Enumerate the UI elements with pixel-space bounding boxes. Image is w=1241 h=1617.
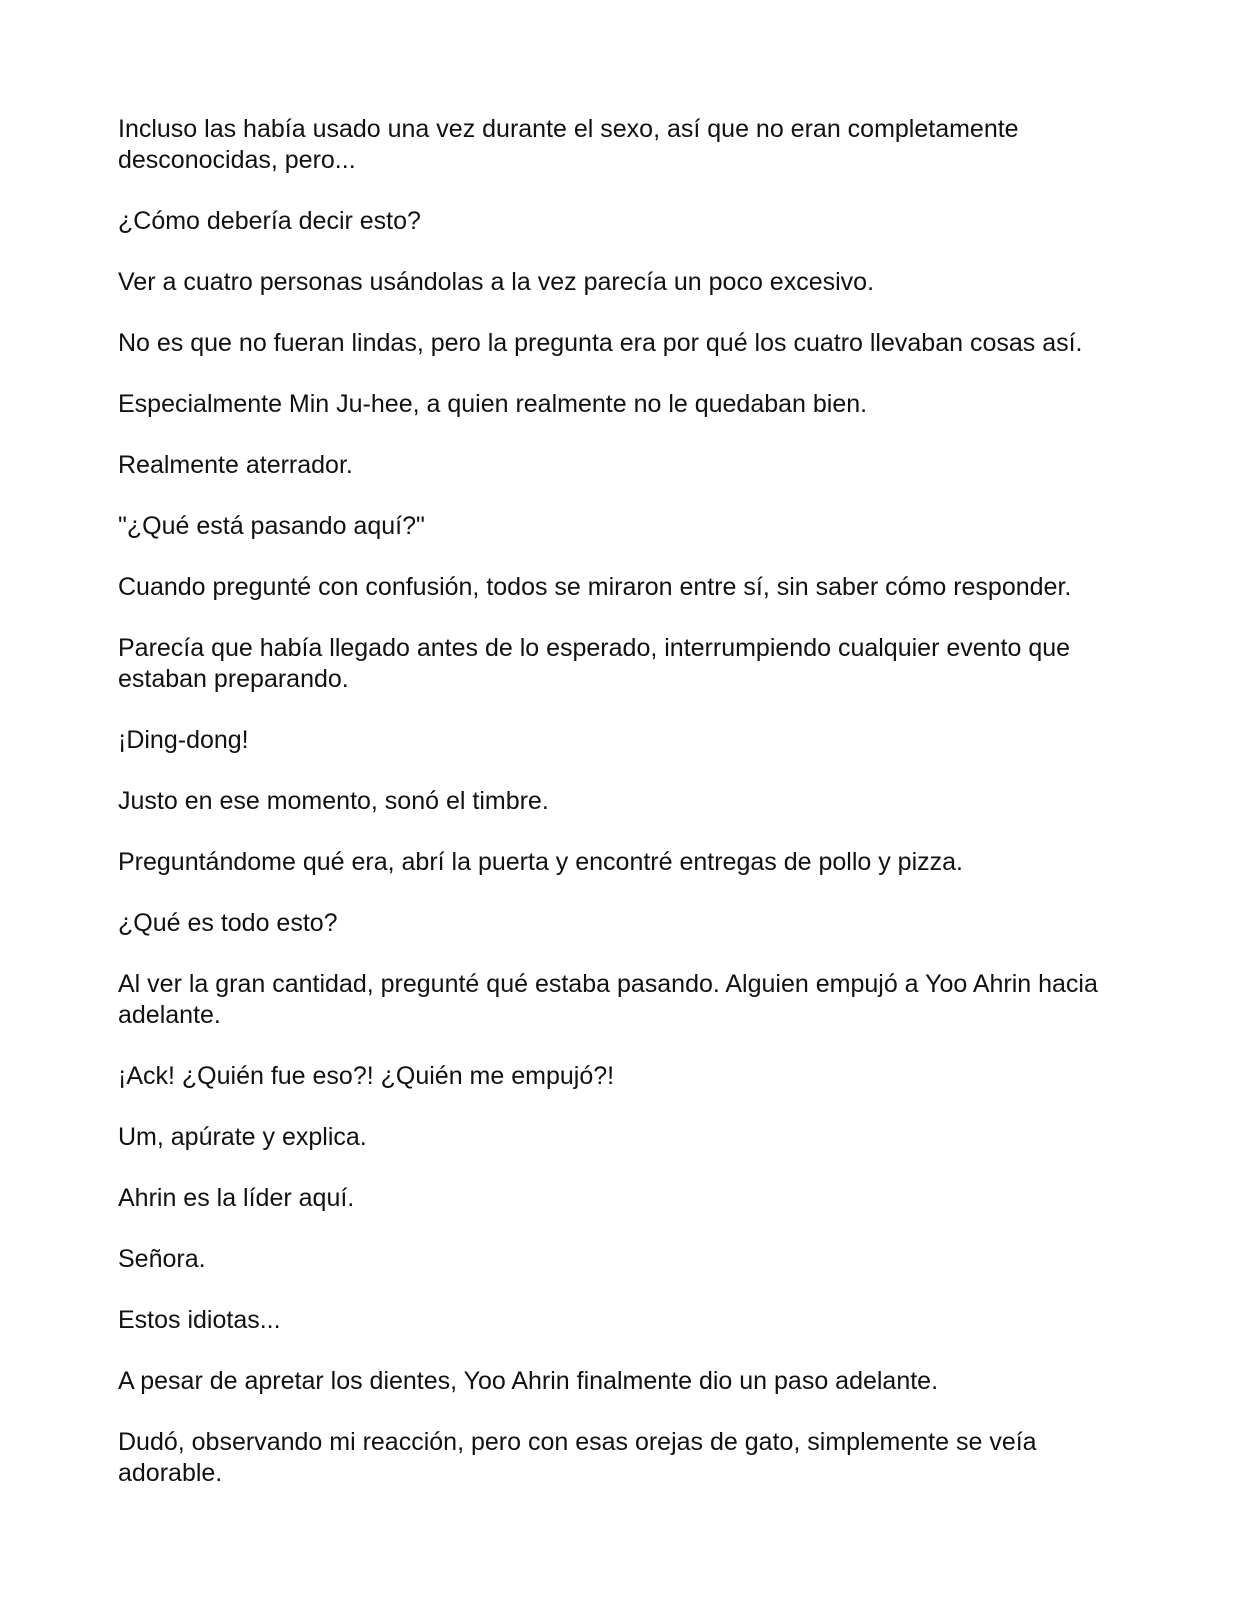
paragraph: Um, apúrate y explica. — [118, 1123, 367, 1151]
paragraph: Dudó, observando mi reacción, pero con esas orejas de gato, simplemente se veía adorable. — [118, 1428, 1037, 1487]
paragraph: Estos idiotas... — [118, 1306, 281, 1334]
paragraph: Cuando pregunté con confusión, todos se miraron entre sí, sin saber cómo responder. — [118, 573, 1072, 601]
paragraph: ¡Ding-dong! — [118, 726, 249, 754]
paragraph: Justo en ese momento, sonó el timbre. — [118, 787, 549, 815]
paragraph: Ver a cuatro personas usándolas a la vez parecía un poco excesivo. — [118, 268, 875, 296]
paragraph: Ahrin es la líder aquí. — [118, 1184, 355, 1212]
paragraph: "¿Qué está pasando aquí?" — [118, 512, 425, 540]
paragraph: Preguntándome qué era, abrí la puerta y encontré entregas de pollo y pizza. — [118, 848, 963, 876]
paragraph: ¿Cómo debería decir esto? — [118, 207, 421, 235]
document-body — [118, 114, 1118, 1519]
paragraph: No es que no fueran lindas, pero la pregunta era por qué los cuatro llevaban cosas así. — [118, 329, 1083, 357]
paragraph: A pesar de apretar los dientes, Yoo Ahrin finalmente dio un paso adelante. — [118, 1367, 939, 1395]
paragraph: Incluso las había usado una vez durante el sexo, así que no eran completamente desconocidas, pero... — [118, 115, 1019, 174]
paragraph: Al ver la gran cantidad, pregunté qué estaba pasando. Alguien empujó a Yoo Ahrin hacia adelante. — [118, 970, 1098, 1029]
paragraph: Especialmente Min Ju-hee, a quien realmente no le quedaban bien. — [118, 390, 868, 418]
paragraph: Realmente aterrador. — [118, 451, 353, 479]
paragraph: ¿Qué es todo esto? — [118, 909, 338, 937]
paragraph: Parecía que había llegado antes de lo esperado, interrumpiendo cualquier evento que estaban preparando. — [118, 634, 1071, 693]
paragraph: Señora. — [118, 1245, 206, 1273]
paragraph: ¡Ack! ¿Quién fue eso?! ¿Quién me empujó?! — [118, 1062, 615, 1090]
